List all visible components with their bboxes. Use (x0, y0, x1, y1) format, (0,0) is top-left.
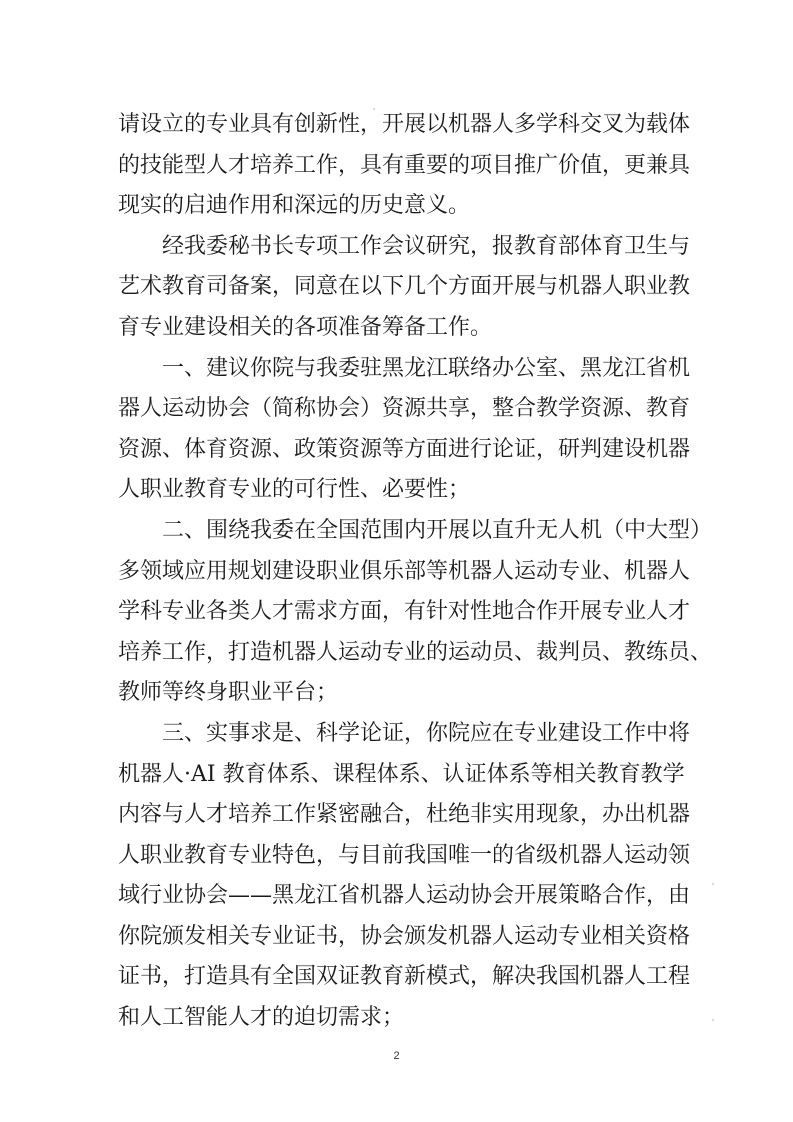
scan-speck (712, 883, 714, 885)
text-line: 内容与人才培养工作紧密融合，杜绝非实用现象，办出机器 (118, 802, 691, 828)
text-line: 域行业协会——黑龙江省机器人运动协会开展策略合作，由 (118, 883, 691, 909)
text-line: 多领域应用规划建设职业俱乐部等机器人运动专业、机器人 (118, 558, 691, 584)
text-line: 一、建议你院与我委驻黑龙江联络办公室、黑龙江省机 (162, 355, 691, 381)
text-line: 器人运动协会（简称协会）资源共享，整合教学资源、教育 (118, 396, 691, 422)
paragraph (118, 714, 691, 1039)
text-line: 三、实事求是、科学论证，你院应在专业建设工作中将 (162, 720, 691, 746)
text-line: 资源、体育资源、政策资源等方面进行论证，研判建设机器 (118, 436, 691, 462)
text-line: 学科专业各类人才需求方面，有针对性地合作开展专业人才 (118, 599, 691, 625)
text-line: 和人工智能人才的迫切需求； (118, 1005, 405, 1031)
paragraph (118, 105, 691, 227)
body-text (118, 105, 713, 1039)
text-line: 经我委秘书长专项工作会议研究，报教育部体育卫生与 (162, 233, 691, 259)
text-line: 人职业教育专业特色，与目前我国唯一的省级机器人运动领 (118, 842, 691, 868)
text-line: 机器人·AI 教育体系、课程体系、认证体系等相关教育教学 (118, 761, 685, 787)
text-line: 二、围绕我委在全国范围内开展以直升无人机（中大型） (162, 517, 713, 543)
text-line: 证书，打造具有全国双证教育新模式，解决我国机器人工程 (118, 964, 691, 990)
page-number: 2 (393, 1050, 400, 1062)
text-line: 艺术教育司备案，同意在以下几个方面开展与机器人职业教 (118, 274, 691, 300)
text-line: 的技能型人才培养工作，具有重要的项目推广价值，更兼具 (118, 152, 691, 178)
text-line: 请设立的专业具有创新性，开展以机器人多学科交叉为载体 (118, 112, 691, 137)
paragraph (118, 227, 691, 349)
scan-speck (712, 1019, 714, 1021)
paragraph (118, 511, 713, 714)
scan-speck (373, 108, 375, 110)
text-line: 人职业教育专业的可行性、必要性； (118, 477, 471, 503)
paragraph (118, 349, 691, 511)
text-line: 现实的启迪作用和深远的历史意义。 (118, 193, 471, 219)
text-line: 你院颁发相关专业证书，协会颁发机器人运动专业相关资格 (118, 923, 691, 949)
text-line: 育专业建设相关的各项准备筹备工作。 (118, 314, 493, 340)
text-line: 培养工作，打造机器人运动专业的运动员、裁判员、教练员、 (118, 639, 713, 665)
text-line: 教师等终身职业平台； (118, 680, 339, 706)
